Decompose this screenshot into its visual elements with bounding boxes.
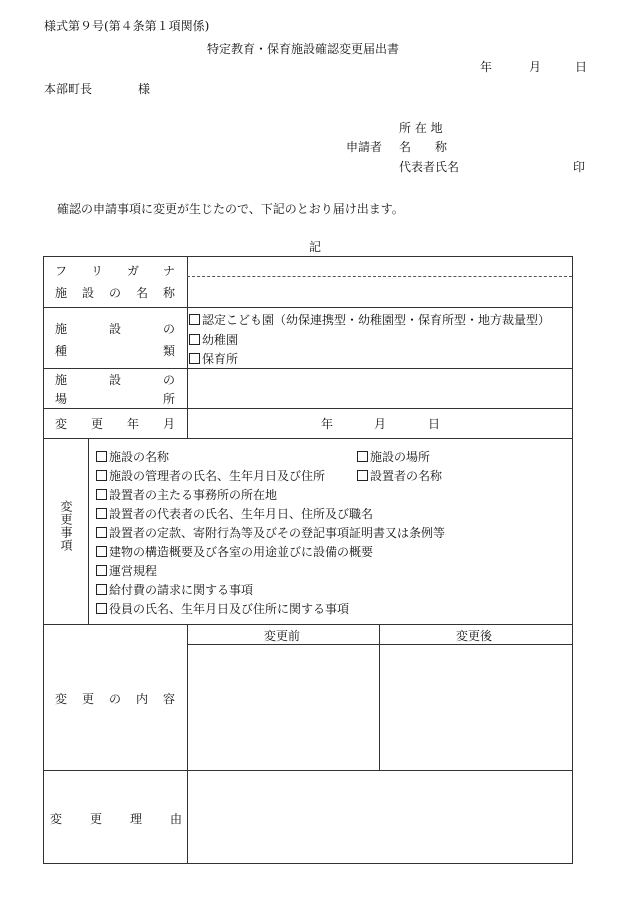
addressee-suffix: 様 [138, 82, 151, 96]
checkbox-icon[interactable] [96, 451, 107, 462]
checkbox-icon[interactable] [96, 508, 107, 519]
facility-type-option[interactable]: 認定こども園（幼保連携型・幼稚園型・保育所型・地方裁量型） [189, 311, 550, 328]
applicant-label: 申請者 [346, 140, 383, 154]
body-text: 確認の申請事項に変更が生じたので、下記のとおり届け出ます。 [57, 202, 404, 216]
addressee: 本部町長 [44, 82, 93, 96]
facility-type-option[interactable]: 幼稚園 [189, 331, 238, 348]
checkbox-icon[interactable] [189, 314, 200, 325]
checkbox-icon[interactable] [96, 565, 107, 576]
change-item[interactable]: 施設の名称 [96, 448, 169, 465]
facility-name-field[interactable] [188, 278, 571, 306]
applicant-name-label: 名 称 [399, 140, 448, 154]
checkbox-icon[interactable] [96, 527, 107, 538]
checkbox-icon[interactable] [96, 489, 107, 500]
checkbox-icon[interactable] [357, 470, 368, 481]
checkbox-icon[interactable] [357, 451, 368, 462]
facility-type-label: 施 設 の [55, 322, 175, 336]
change-item[interactable]: 施設の場所 [357, 448, 430, 465]
change-item[interactable]: 設置者の名称 [357, 467, 442, 484]
change-content-label: 変 更 の 内 容 [55, 692, 175, 706]
change-item[interactable]: 給付費の請求に関する事項 [96, 581, 253, 598]
before-label: 変更前 [264, 629, 301, 643]
change-date-year: 年 [321, 417, 334, 431]
change-date-label: 変 更 年 月 [55, 417, 175, 431]
date-year-label: 年 [480, 60, 493, 74]
change-item[interactable]: 役員の氏名、生年月日及び住所に関する事項 [96, 600, 349, 617]
furigana-label: フ リ ガ ナ [55, 264, 175, 278]
before-field[interactable] [188, 645, 378, 769]
form-number: 様式第９号(第４条第１項関係) [44, 19, 210, 33]
reason-field[interactable] [188, 771, 571, 862]
applicant-rep-label: 代表者氏名 [399, 160, 460, 174]
location-label: 施 設 の [55, 373, 175, 387]
furigana-field[interactable] [188, 257, 571, 275]
facility-type-option[interactable]: 保育所 [189, 350, 238, 367]
change-date-day: 日 [428, 417, 441, 431]
change-item[interactable]: 運営規程 [96, 562, 157, 579]
change-date-month: 月 [374, 417, 387, 431]
change-item[interactable]: 設置者の代表者の氏名、生年月日、住所及び職名 [96, 505, 373, 522]
after-label: 変更後 [456, 629, 493, 643]
checkbox-icon[interactable] [189, 353, 200, 364]
date-month-label: 月 [529, 60, 542, 74]
checkbox-icon[interactable] [96, 584, 107, 595]
reason-label: 変 更 理 由 [50, 812, 182, 826]
location-label-2: 場 所 [55, 392, 175, 406]
document-title: 特定教育・保育施設確認変更届出書 [207, 42, 400, 56]
location-field[interactable] [188, 369, 571, 407]
seal-mark: 印 [573, 160, 586, 174]
after-field[interactable] [380, 645, 571, 769]
change-items-label: 変更事項 [59, 500, 73, 552]
applicant-address-label: 所 在 地 [399, 121, 443, 135]
checkbox-icon[interactable] [189, 334, 200, 345]
date-day-label: 日 [575, 60, 588, 74]
facility-type-label-2: 種 類 [55, 344, 175, 358]
change-item[interactable]: 建物の構造概要及び各室の用途並びに設備の概要 [96, 543, 373, 560]
checkbox-icon[interactable] [96, 546, 107, 557]
change-item[interactable]: 施設の管理者の氏名、生年月日及び住所 [96, 467, 325, 484]
facility-name-label: 施 設 の 名 称 [55, 286, 175, 300]
checkbox-icon[interactable] [96, 603, 107, 614]
change-item[interactable]: 設置者の定款、寄附行為等及びその登記事項証明書又は条例等 [96, 524, 445, 541]
change-item[interactable]: 設置者の主たる事務所の所在地 [96, 486, 277, 503]
checkbox-icon[interactable] [96, 470, 107, 481]
ki-label: 記 [309, 240, 322, 254]
